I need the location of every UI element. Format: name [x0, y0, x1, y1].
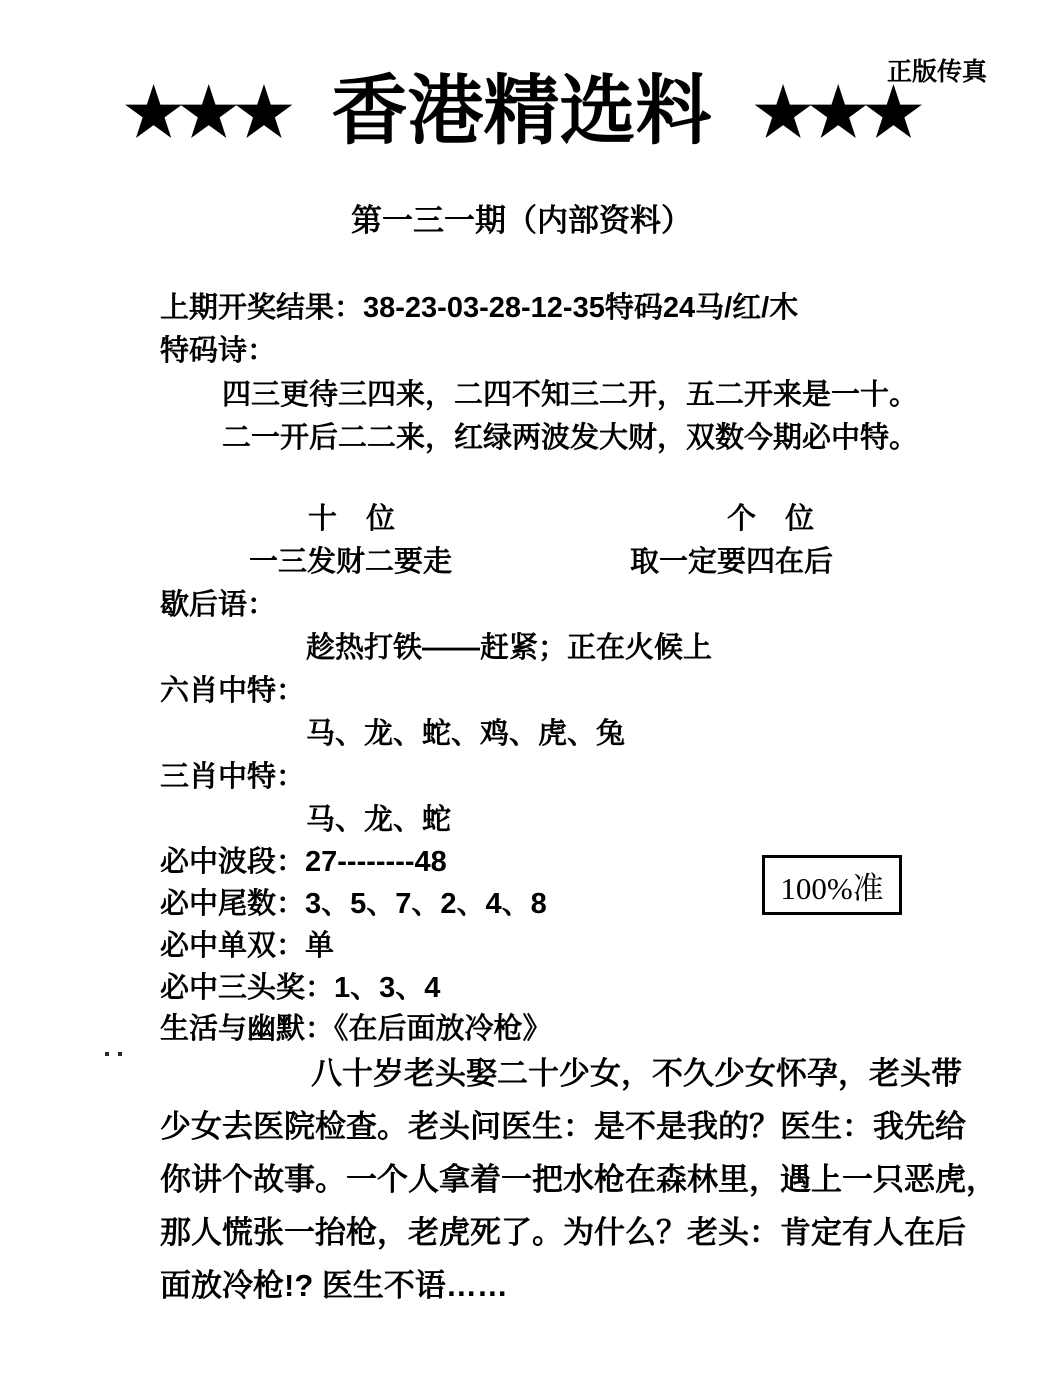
print-speck	[118, 1052, 122, 1056]
stars-right-icon: ★★★	[753, 74, 920, 149]
special-poem-label: 特码诗：	[160, 335, 277, 367]
story-line-5: 面放冷枪!? 医生不语……	[160, 1268, 508, 1303]
three-zodiac-label: 三肖中特：	[160, 761, 306, 793]
poem-line-1: 四三更待三四来，二四不知三二开，五二开来是一十。	[222, 379, 919, 411]
wave-range-line: 必中波段：27--------48	[160, 846, 447, 878]
story-line-1: 八十岁老头娶二十少女，不久少女怀孕，老头带	[311, 1056, 962, 1091]
xiehouyu-value: 趁热打铁——赶紧；正在火候上	[306, 632, 713, 664]
six-zodiac-label: 六肖中特：	[160, 675, 306, 707]
poem-line-2: 二一开后二二来，红绿两波发大财，双数今期必中特。	[222, 422, 919, 454]
six-zodiac-value: 马、龙、蛇、鸡、虎、兔	[306, 718, 626, 750]
page-title: 香港精选料	[331, 69, 712, 154]
issue-subtitle: 第一三一期（内部资料）	[351, 203, 692, 238]
tail-numbers-line: 必中尾数：3、5、7、2、4、8	[160, 888, 547, 920]
tens-place-phrase: 一三发财二要走	[249, 546, 453, 578]
story-line-2: 少女去医院检查。老头问医生：是不是我的？医生：我先给	[160, 1109, 966, 1144]
story-line-4: 那人慌张一抬枪，老虎死了。为什么？老头：肯定有人在后	[160, 1215, 966, 1250]
three-heads-line: 必中三头奖：1、3、4	[160, 972, 441, 1004]
ones-place-header: 个 位	[727, 503, 815, 535]
tens-place-header: 十 位	[308, 503, 396, 535]
three-zodiac-value: 马、龙、蛇	[306, 804, 452, 836]
print-speck	[105, 1052, 109, 1056]
xiehouyu-label: 歇后语：	[160, 589, 277, 621]
story-line-3: 你讲个故事。一个人拿着一把水枪在森林里，遇上一只恶虎，	[160, 1162, 997, 1197]
stars-left-icon: ★★★	[123, 74, 290, 149]
ones-place-phrase: 取一定要四在后	[630, 546, 834, 578]
title-row	[0, 70, 1043, 154]
watermark-label: 正版传真	[886, 58, 987, 86]
accuracy-badge: 100%准	[762, 855, 902, 915]
odd-even-line: 必中单双：单	[160, 930, 335, 962]
humor-title-line: 生活与幽默：《在后面放冷枪》	[160, 1013, 552, 1045]
last-draw-result: 上期开奖结果：38-23-03-28-12-35特码24马/红/木	[160, 292, 799, 324]
